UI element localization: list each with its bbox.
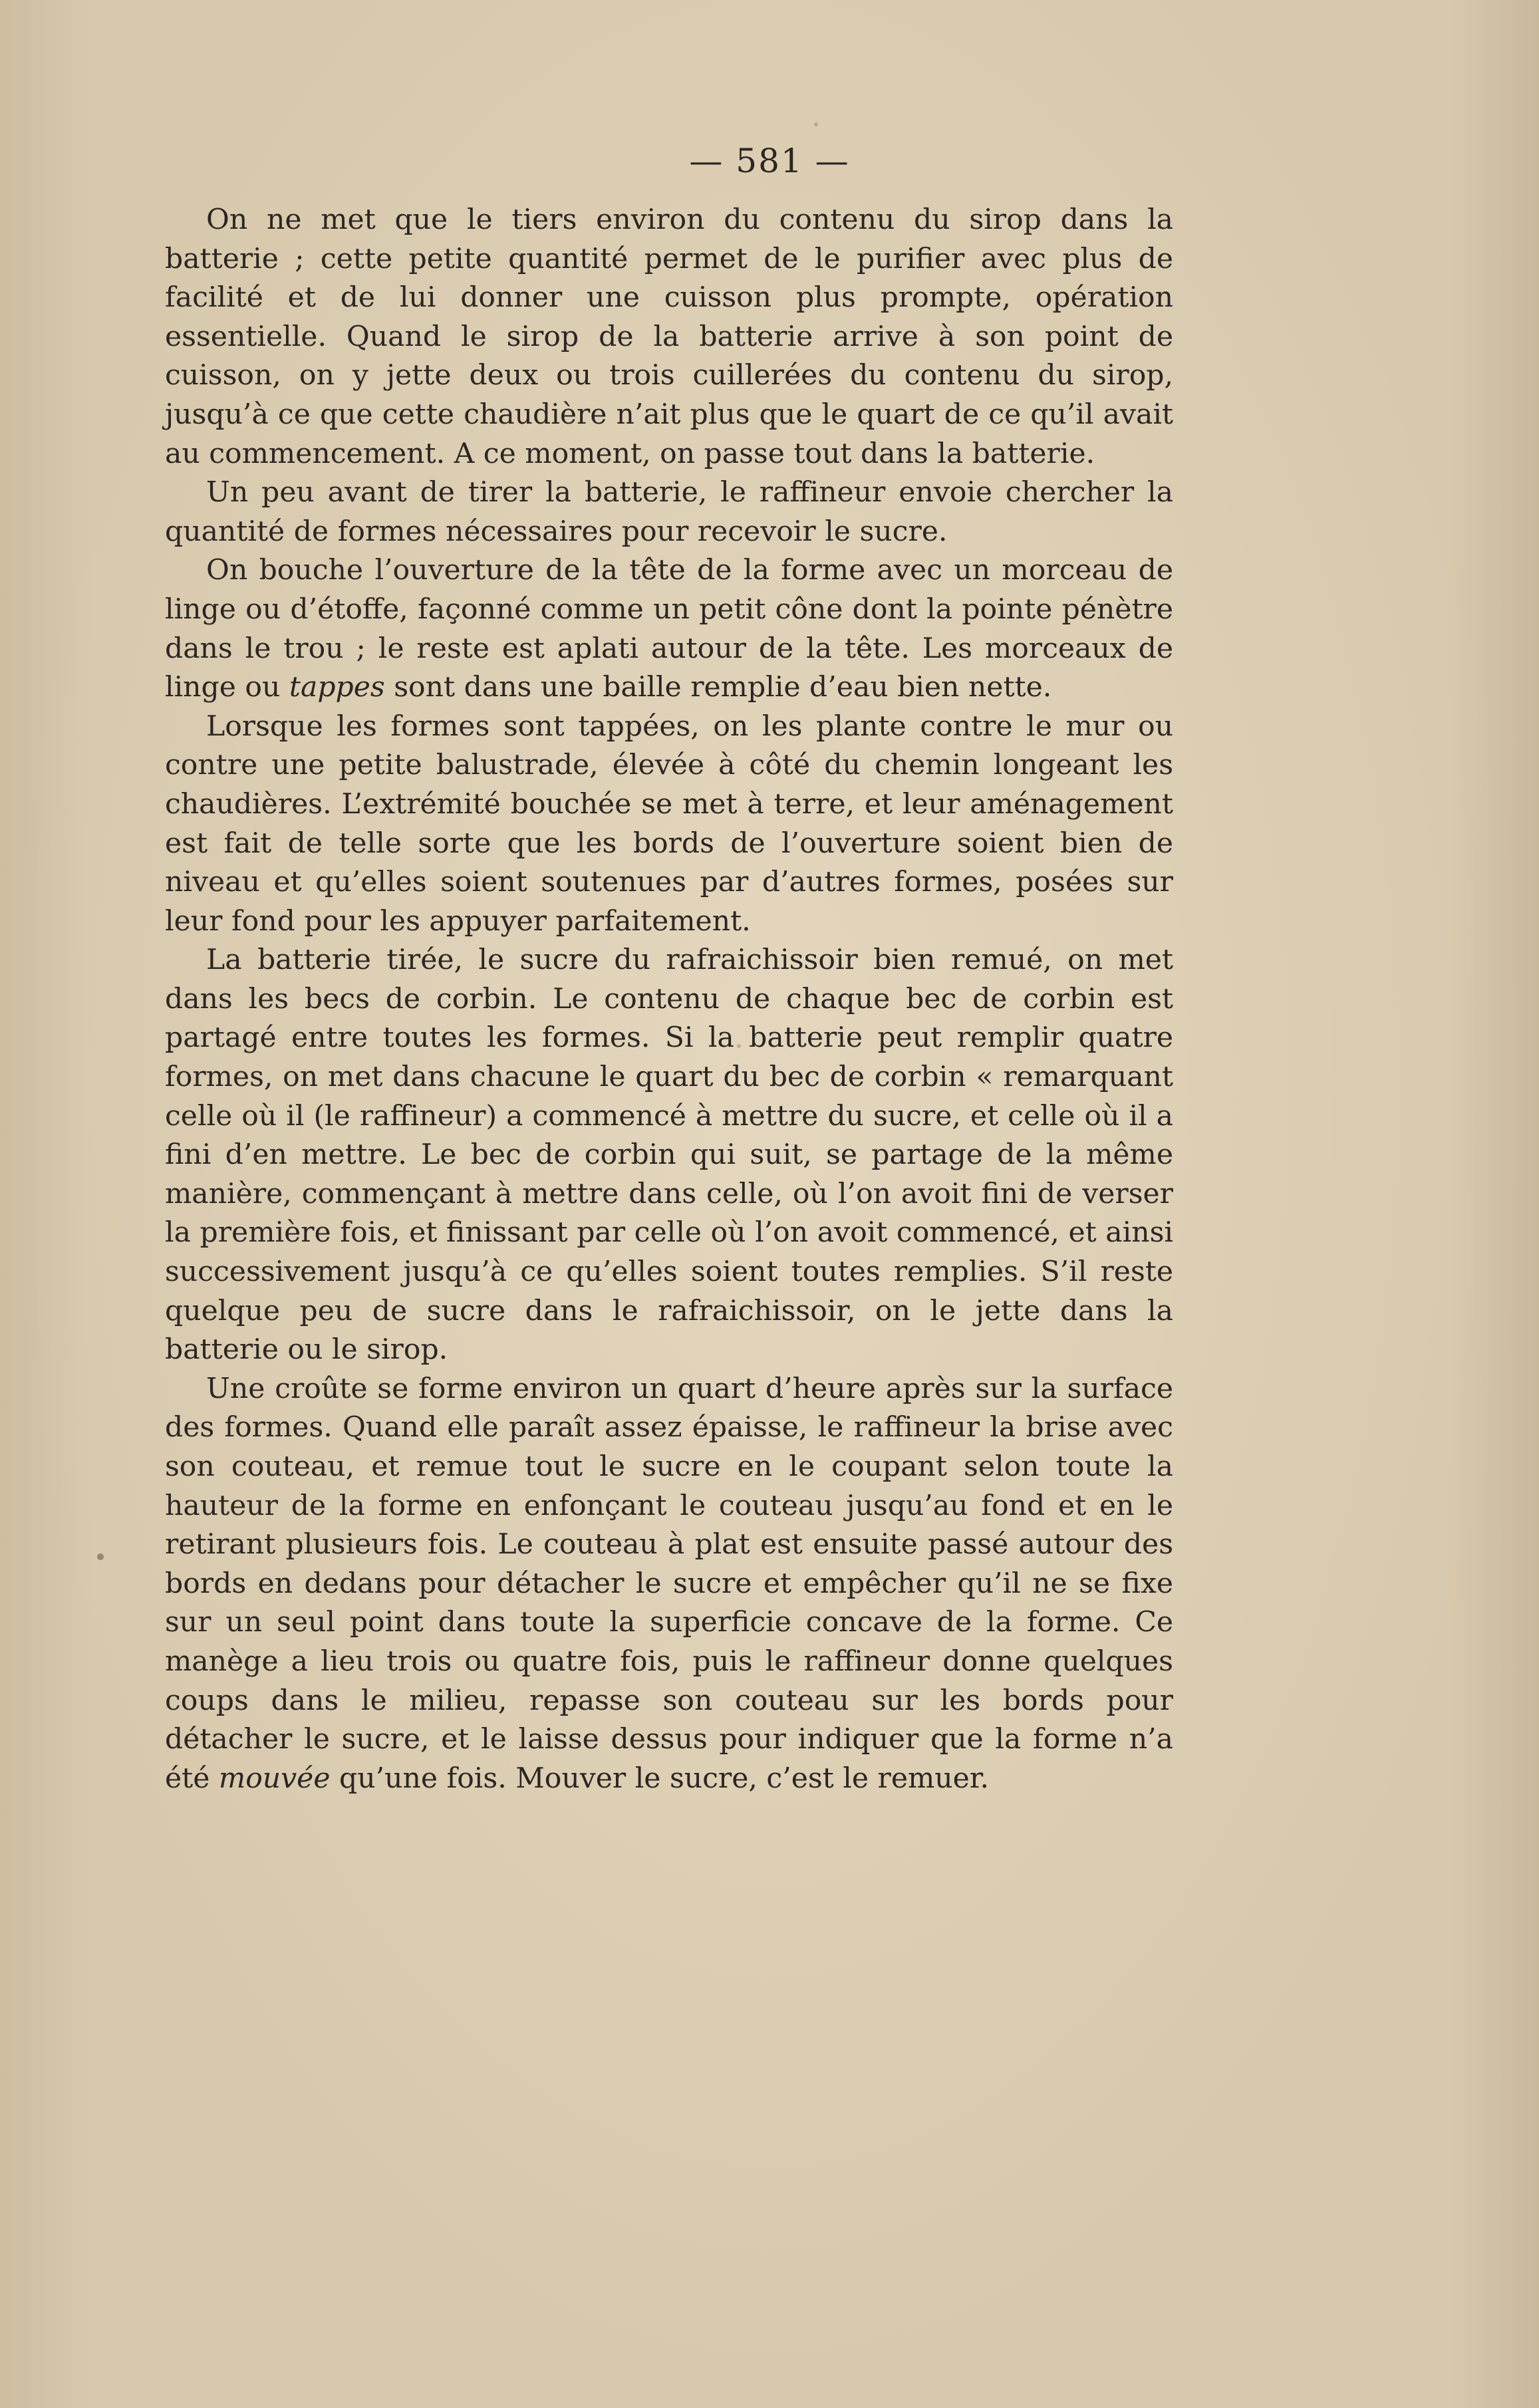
italic-term-tappes: tappes bbox=[289, 671, 385, 704]
ink-speck bbox=[737, 1044, 741, 1048]
paragraph-5: La batterie tirée, le sucre du rafraichissoir bien remué, on met dans les becs de corbin. Le contenu de chaque bec de corbin est partagé entre toutes les formes. Si la batterie peut remplir quatre formes, on met dans chacune le quart du bec de corbin « remarquant celle où il (le raffineur) a commencé à mettre du sucre, et celle où il a fini d’en mettre. Le bec de corbin qui suit, se partage de la même manière, commençant à mettre dans celle, où l’on avoit fini de verser la première fois, et finissant par celle où l’on avoit commencé, et ainsi successivement jusqu’à ce qu’elles soient toutes remplies. S’il reste quelque peu de sucre dans le rafraichissoir, on le jette dans la batterie ou le sirop. bbox=[165, 944, 1173, 1367]
italic-term-mouvee: mouvée bbox=[218, 1762, 331, 1795]
paragraph-6-text-b: qu’une fois. Mouver le sucre, c’est le remuer. bbox=[330, 1762, 989, 1795]
paragraph-3-text-b: sont dans une baille remplie d’eau bien nette. bbox=[384, 671, 1052, 704]
paragraph-4: Lorsque les formes sont tappées, on les plante contre le mur ou contre une petite balustrade, élevée à côté du chemin longeant les chaudières. L’extrémité bouchée se met à terre, et leur aménagement est fait de telle sorte que les bords de l’ouverture soient bien de niveau et qu’elles soient soutenues par d’autres formes, posées sur leur fond pour les appuyer parfaitement. bbox=[165, 710, 1173, 938]
paragraph-6 bbox=[165, 1370, 1173, 1799]
ink-speck bbox=[97, 1553, 104, 1560]
paragraph-6-text-a: Une croûte se forme environ un quart d’heure après sur la surface des formes. Quand elle paraît assez épaisse, le raffineur la brise avec son couteau, et remue tout le sucre en le coupant selon toute la hauteur de la forme en enfonçant le couteau jusqu’au fond et en le retirant plusieurs fois. Le couteau à plat est ensuite passé autour des bords en dedans pour détacher le sucre et empêcher qu’il ne se fixe sur un seul point dans toute la superficie concave de la forme. Ce manège a lieu trois ou quatre fois, puis le raffineur donne quelques coups dans le milieu, repasse son couteau sur les bords pour détacher le sucre, et le laisse dessus pour indiquer que la forme n’a été bbox=[165, 1372, 1173, 1795]
ink-speck bbox=[814, 122, 818, 126]
paragraph-2: Un peu avant de tirer la batterie, le raffineur envoie chercher la quantité de formes nécessaires pour recevoir le sucre. bbox=[165, 476, 1173, 548]
page-number: — 581 — bbox=[689, 142, 850, 180]
paragraph-3 bbox=[165, 551, 1173, 707]
paragraph-1: On ne met que le tiers environ du contenu du sirop dans la batterie ; cette petite quantité permet de le purifier avec plus de facilité et de lui donner une cuisson plus prompte, opération essentielle. Quand le sirop de la batterie arrive à son point de cuisson, on y jette deux ou trois cuillerées du contenu du sirop, jusqu’à ce que cette chaudière n’ait plus que le quart de ce qu’il avait au commencement. A ce moment, on passe tout dans la batterie. bbox=[165, 203, 1173, 470]
body-text bbox=[165, 201, 1173, 1798]
paragraph-3-text-a: On bouche l’ouverture de la tête de la forme avec un morceau de linge ou d’étoffe, façonné comme un petit cône dont la pointe pénètre dans le trou ; le reste est aplati autour de la tête. Les morceaux de linge ou bbox=[165, 554, 1173, 704]
